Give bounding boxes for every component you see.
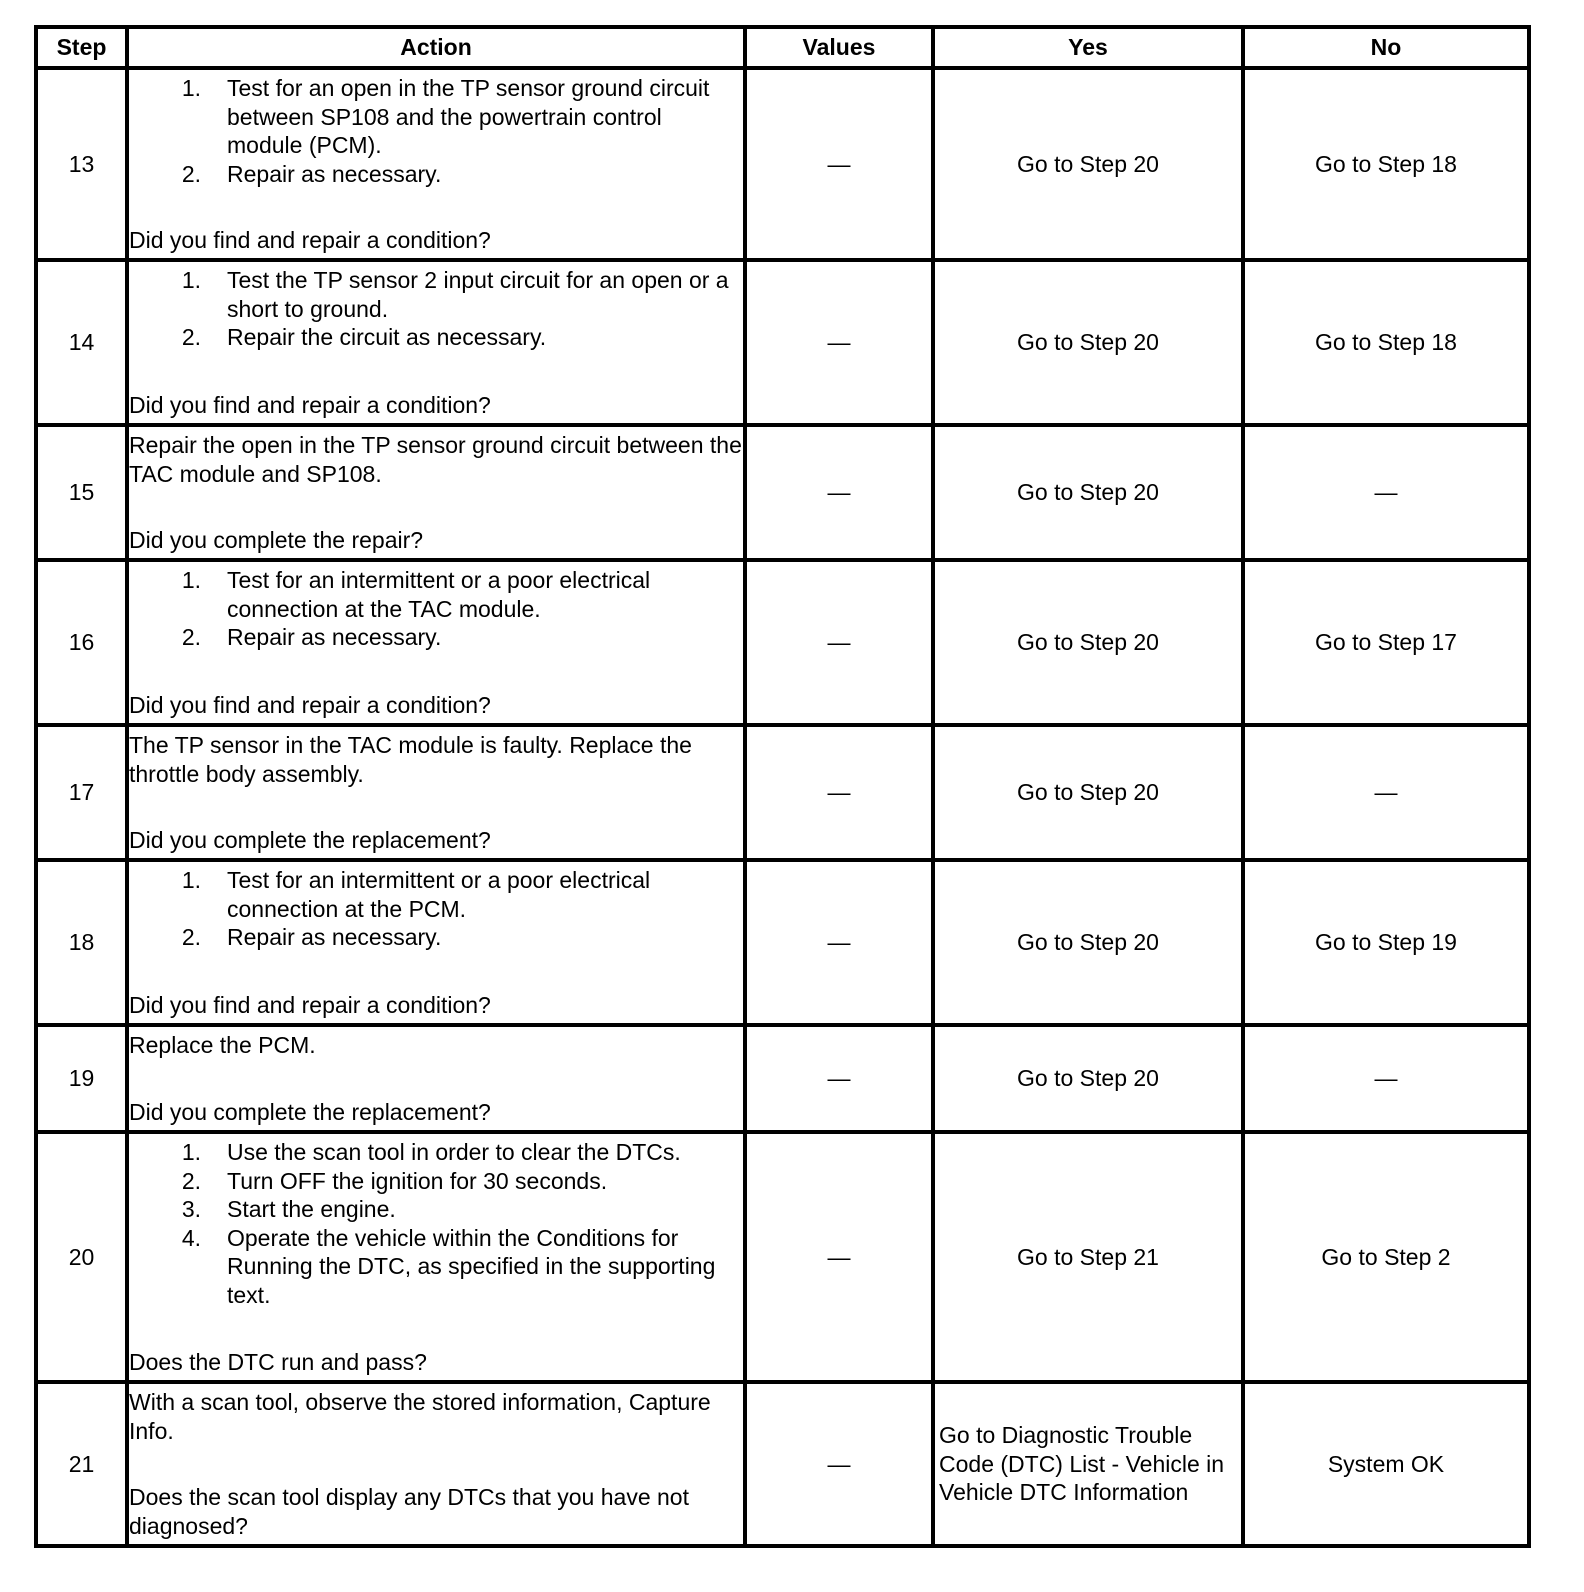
header-action: Action: [127, 27, 745, 68]
no-link[interactable]: Go to Step 18: [1243, 260, 1529, 425]
no-link[interactable]: Go to Step 17: [1243, 560, 1529, 725]
action-question: Did you find and repair a condition?: [129, 691, 491, 718]
action-cell: [127, 860, 745, 1025]
no-cell: —: [1243, 425, 1529, 560]
table-row: [36, 260, 1529, 425]
action-text: Repair the open in the TP sensor ground circuit between the TAC module and SP108.: [129, 432, 742, 487]
action-cell: [127, 1382, 745, 1546]
list-item: 3. Start the engine.: [181, 1196, 396, 1222]
action-cell: [127, 560, 745, 725]
yes-link[interactable]: Go to Step 20: [933, 560, 1243, 725]
step-number: 17: [36, 725, 127, 860]
step-number: 15: [36, 425, 127, 560]
action-list: [129, 866, 743, 952]
table-row: [36, 1132, 1529, 1382]
yes-link[interactable]: Go to Step 20: [933, 425, 1243, 560]
yes-link[interactable]: Go to Step 20: [933, 725, 1243, 860]
value-cell: —: [745, 260, 933, 425]
value-cell: —: [745, 560, 933, 725]
yes-link[interactable]: Go to Step 21: [933, 1132, 1243, 1382]
value-cell: —: [745, 1382, 933, 1546]
action-question: Did you find and repair a condition?: [129, 226, 491, 253]
action-question: Did you complete the replacement?: [129, 826, 491, 853]
action-list: [129, 74, 743, 188]
action-question: Did you find and repair a condition?: [129, 391, 491, 418]
value-cell: —: [745, 725, 933, 860]
diagnostic-table: [34, 25, 1531, 1548]
header-yes: Yes: [933, 27, 1243, 68]
action-text: Replace the PCM.: [129, 1032, 316, 1058]
list-item: 2. Turn OFF the ignition for 30 seconds.: [181, 1167, 608, 1194]
header-no: No: [1243, 27, 1529, 68]
table-row: [36, 1025, 1529, 1132]
table-row: [36, 68, 1529, 260]
list-item: 2. Repair as necessary.: [181, 924, 442, 950]
step-number: 14: [36, 260, 127, 425]
yes-link[interactable]: Go to Step 20: [933, 860, 1243, 1025]
step-number: 18: [36, 860, 127, 1025]
action-text: The TP sensor in the TAC module is faulty. Replace the throttle body assembly.: [129, 732, 692, 787]
yes-link[interactable]: Go to Diagnostic Trouble Code (DTC) List - Vehicle in Vehicle DTC Information: [933, 1382, 1243, 1546]
header-step: Step: [36, 27, 127, 68]
value-cell: —: [745, 425, 933, 560]
no-cell: —: [1243, 1025, 1529, 1132]
action-text: With a scan tool, observe the stored information, Capture Info.: [129, 1389, 711, 1444]
no-link[interactable]: Go to Step 19: [1243, 860, 1529, 1025]
action-question: Does the scan tool display any DTCs that you have not diagnosed?: [129, 1484, 689, 1539]
no-link[interactable]: Go to Step 18: [1243, 68, 1529, 260]
action-question: Does the DTC run and pass?: [129, 1348, 427, 1375]
list-item: 1. Test for an open in the TP sensor ground circuit between SP108 and the powertrain control module (PCM).: [181, 75, 710, 158]
table-row: [36, 560, 1529, 725]
action-question: Did you complete the repair?: [129, 526, 424, 553]
list-item: 1. Test for an intermittent or a poor electrical connection at the TAC module.: [181, 567, 651, 622]
header-row: [36, 27, 1529, 68]
table-row: [36, 860, 1529, 1025]
table-row: [36, 425, 1529, 560]
action-question: Did you find and repair a condition?: [129, 991, 491, 1018]
action-cell: [127, 1025, 745, 1132]
step-number: 16: [36, 560, 127, 725]
action-cell: [127, 1132, 745, 1382]
no-cell: —: [1243, 725, 1529, 860]
list-item: 4. Operate the vehicle within the Conditions for Running the DTC, as specified in the supporting text.: [181, 1224, 716, 1308]
header-values: Values: [745, 27, 933, 68]
action-cell: [127, 68, 745, 260]
list-item: 2. Repair as necessary.: [181, 624, 442, 650]
value-cell: —: [745, 1025, 933, 1132]
list-item: 1. Use the scan tool in order to clear the DTCs.: [181, 1139, 681, 1165]
action-list: [129, 566, 743, 652]
value-cell: —: [745, 1132, 933, 1382]
yes-link[interactable]: Go to Step 20: [933, 1025, 1243, 1132]
list-item: 1. Test the TP sensor 2 input circuit for an open or a short to ground.: [181, 267, 729, 322]
action-cell: [127, 260, 745, 425]
yes-link[interactable]: Go to Step 20: [933, 260, 1243, 425]
value-cell: —: [745, 860, 933, 1025]
value-cell: —: [745, 68, 933, 260]
step-number: 19: [36, 1025, 127, 1132]
action-list: [129, 1138, 743, 1309]
step-number: 20: [36, 1132, 127, 1382]
table-row: [36, 1382, 1529, 1546]
action-list: [129, 266, 743, 352]
action-question: Did you complete the replacement?: [129, 1098, 491, 1125]
action-cell: [127, 425, 745, 560]
table-row: [36, 725, 1529, 860]
no-cell: System OK: [1243, 1382, 1529, 1546]
no-link[interactable]: Go to Step 2: [1243, 1132, 1529, 1382]
action-cell: [127, 725, 745, 860]
step-number: 21: [36, 1382, 127, 1546]
yes-link[interactable]: Go to Step 20: [933, 68, 1243, 260]
list-item: 1. Test for an intermittent or a poor electrical connection at the PCM.: [181, 867, 651, 922]
list-item: 2. Repair as necessary.: [181, 160, 442, 187]
list-item: 2. Repair the circuit as necessary.: [181, 324, 547, 350]
step-number: 13: [36, 68, 127, 260]
